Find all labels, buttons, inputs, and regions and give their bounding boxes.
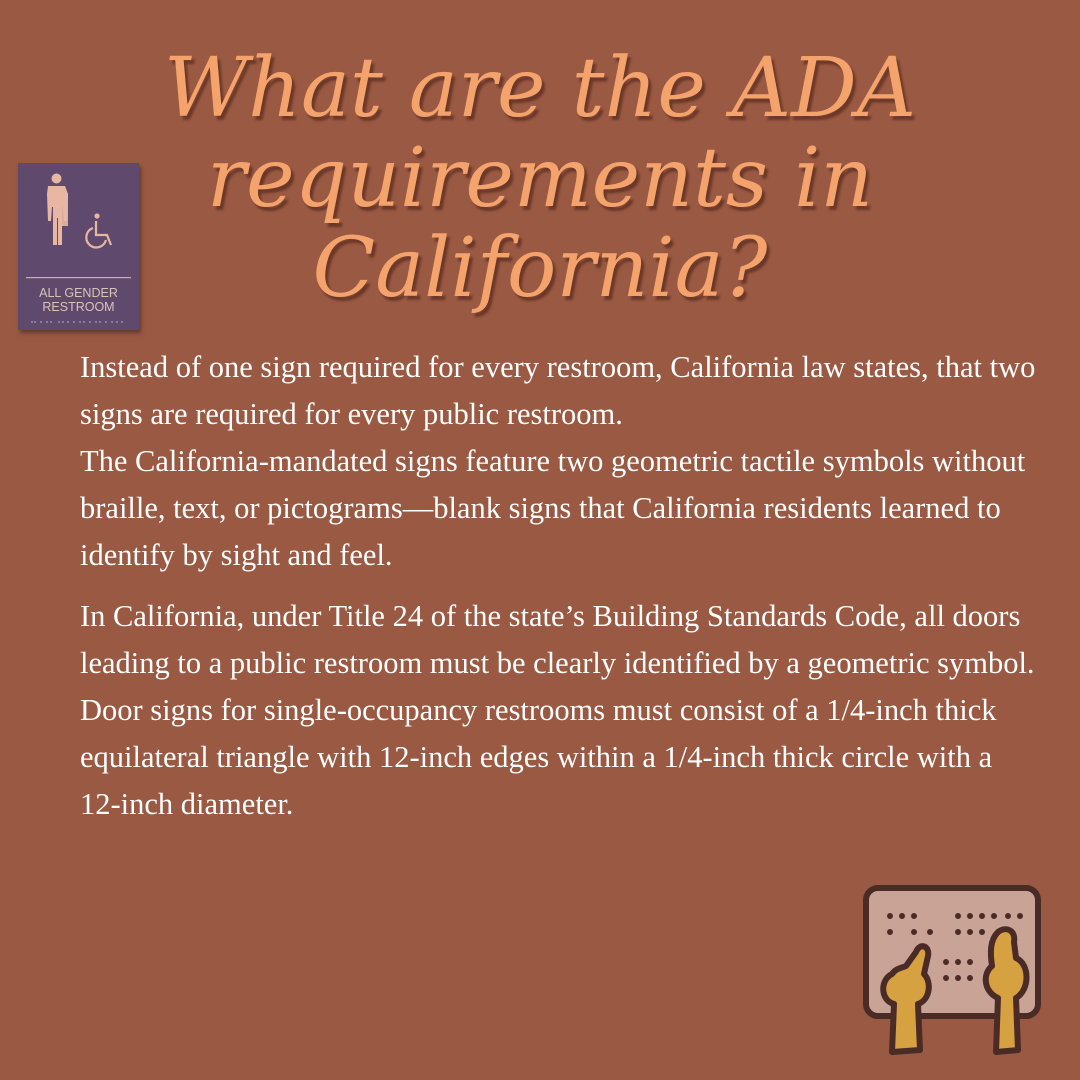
page-title bbox=[110, 41, 970, 316]
title-line-2: requirements in bbox=[206, 131, 874, 226]
paragraph-2: The California-mandated signs feature two geometric tactile symbols without braille, text, or pictograms—blank signs that California residents learned to identify by sight and feel. bbox=[80, 444, 1026, 572]
sign-label-line-1: ALL GENDER bbox=[39, 286, 118, 300]
braille-dots-icon bbox=[31, 321, 123, 323]
paragraph-4: Door signs for single-occupancy restrooms must consist of a 1/4-inch thick equilateral triangle with 12-inch edges within a 1/4-inch thick circle with a 12-inch diameter. bbox=[80, 693, 997, 821]
hands-reading-braille-icon bbox=[858, 882, 1048, 1062]
all-gender-restroom-sign bbox=[18, 163, 139, 330]
paragraph-1: Instead of one sign required for every restroom, California law states, that two signs are required for every public restroom. bbox=[80, 350, 1036, 431]
title-line-3: California? bbox=[312, 221, 768, 316]
paragraph-3: In California, under Title 24 of the state’s Building Standards Code, all doors leading to a public restroom must be clearly identified by a geometric symbol. bbox=[80, 599, 1035, 680]
sign-label-line-2: RESTROOM bbox=[42, 300, 115, 314]
wheelchair-icon bbox=[86, 213, 111, 247]
body-text bbox=[80, 344, 1040, 828]
title-line-1: What are the ADA bbox=[163, 41, 917, 136]
all-gender-person-icon bbox=[47, 174, 68, 246]
